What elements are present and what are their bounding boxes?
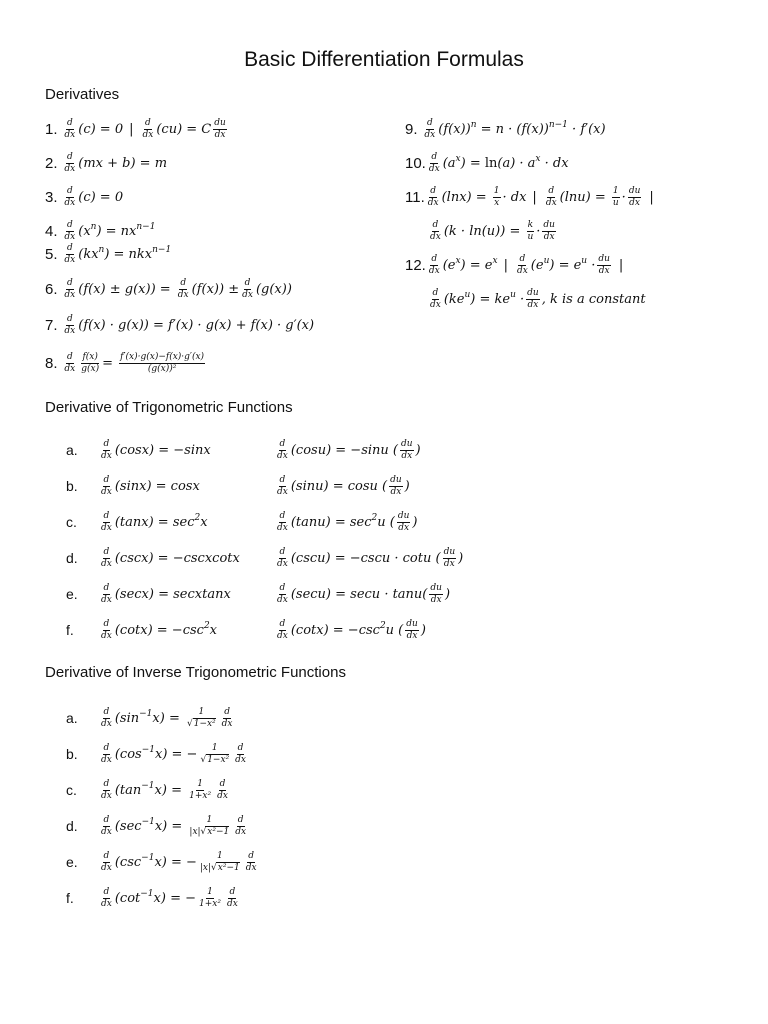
inverse-formula: $\frac{d}{dx}$ $(\sin^{-1}x)$ = $\frac{1}{\text{√1−x²}}$ $\frac{d}{dx}$ [101, 706, 233, 729]
section-heading-inverse-trig: Derivative of Inverse Trigonometric Functions [45, 664, 346, 681]
trig-row-e [66, 576, 463, 612]
row-letter: f. [66, 890, 74, 906]
trig-row-d [66, 540, 463, 576]
trig-formula-u: $\frac{d}{dx}$ (cscu) = −cscu · cotu ( $\frac{du}{dx}$ ) [277, 546, 464, 569]
formula-number: 11. [405, 188, 425, 206]
inverse-formula: $\frac{d}{dx}$ $(\cos^{-1}x)$ = − $\frac{1}{\text{√1−x²}}$ $\frac{d}{dx}$ [101, 742, 246, 765]
inverse-row-a [66, 700, 260, 736]
inverse-row-f [66, 880, 260, 916]
formula-number: 9. [405, 120, 418, 138]
inverse-row-b [66, 736, 260, 772]
trig-row-f [66, 612, 463, 648]
formula-2 [45, 146, 314, 180]
formula-expression: $\frac{d}{dx}$ (k · ln(u)) = $\frac{k}{u}$ · $\frac{du}{dx}$ [430, 219, 555, 242]
formula-9 [405, 112, 660, 146]
formula-11 [405, 180, 660, 214]
formula-3 [45, 180, 314, 214]
trig-formula-u: $\frac{d}{dx}$ (cosu) = −sinu ( $\frac{du}{dx}$ ) [277, 438, 421, 461]
trig-formula-x: $\frac{d}{dx}$ $(\cot x) = -\csc^2x$ [101, 618, 218, 641]
formula-10 [405, 146, 660, 180]
formula-11-continued [405, 214, 660, 248]
formula-expression: $\frac{d}{dx}$ $(a^x) = \ln(a) \cdot a^x$ · dx [428, 151, 569, 174]
page-title: Basic Differentiation Formulas [244, 48, 524, 71]
formula-number: 3. [45, 188, 58, 206]
formula-expression: $\frac{d}{dx}$ $(kx^n) = nkx^{n-1}$ [64, 242, 172, 265]
constant-note: , k is a constant [541, 291, 646, 307]
derivatives-left-column [45, 112, 314, 380]
formula-12 [405, 248, 660, 282]
formula-number: 7. [45, 316, 58, 334]
inverse-row-c [66, 772, 260, 808]
formula-number: 8. [45, 354, 58, 372]
row-letter: e. [66, 854, 78, 870]
row-letter: a. [66, 710, 78, 726]
trig-formula-x: $\frac{d}{dx}$ (cscx) = −cscxcotx [101, 546, 240, 569]
row-letter: d. [66, 818, 78, 834]
formula-expression: $\frac{d}{dx}$ $(e^x) = e^x$ | $\frac{d}{dx}$ $(e^u) = e^u$ · $\frac{du}{dx}$ | [428, 253, 624, 276]
trig-formula-x: $\frac{d}{dx}$ $(\tan x) = \sec^2x$ [101, 510, 208, 533]
trig-formula-x: $\frac{d}{dx}$ (secx) = secxtanx [101, 582, 231, 605]
trig-formula-u: $\frac{d}{dx}$ $(\cot x) = -\csc^2u$ ( $\frac{du}{dx}$ ) [277, 618, 426, 641]
inverse-formula: $\frac{d}{dx}$ $(\sec^{-1}x)$ = $\frac{1}{\text{|x|√x²−1}}$ $\frac{d}{dx}$ [101, 814, 247, 837]
trig-formulas [66, 432, 463, 648]
section-heading-derivatives: Derivatives [45, 86, 120, 103]
formula-1 [45, 112, 314, 146]
formula-expression: $\frac{d}{dx}$ (lnx) = $\frac{1}{x}$ · dx | $\frac{d}{dx}$ (lnu) = $\frac{1}{u}$ · $\frac{du}{dx}$ | [427, 185, 654, 208]
formula-number: 1. [45, 120, 58, 138]
formula-expression: $\frac{d}{dx}$ $(f(x))^n = n \cdot (f(x))^{n-1} \cdot f'(x)$ [424, 117, 606, 140]
inverse-trig-formulas [66, 700, 260, 916]
row-letter: d. [66, 550, 78, 566]
formula-5 [45, 240, 314, 268]
formula-6 [45, 272, 314, 306]
inverse-row-e [66, 844, 260, 880]
row-letter: c. [66, 782, 77, 798]
inverse-row-d [66, 808, 260, 844]
row-letter: f. [66, 622, 74, 638]
formula-expression: $\frac{d}{dx}$ (c) = 0 [64, 185, 124, 208]
derivatives-right-column [405, 112, 660, 316]
formula-expression: $\frac{d}{dx}$ $(x^n) = nx^{n-1}$ [64, 219, 156, 242]
inverse-formula: $\frac{d}{dx}$ $(\csc^{-1}x)$ = − $\frac{1}{\text{|x|√x²−1}}$ $\frac{d}{dx}$ [101, 850, 257, 873]
row-letter: c. [66, 514, 77, 530]
formula-expression: $\frac{d}{dx}$ (f(x) · g(x)) = f′(x) · g(x) + f(x) · g′(x) [64, 313, 315, 336]
row-letter: b. [66, 478, 78, 494]
trig-formula-x: $\frac{d}{dx}$ (sinx) = cosx [101, 474, 200, 497]
formula-number: 4. [45, 222, 58, 240]
trig-row-c [66, 504, 463, 540]
trig-formula-u: $\frac{d}{dx}$ $(\tan u) = \sec^2u$ ( $\frac{du}{dx}$ ) [277, 510, 418, 533]
formula-number: 6. [45, 280, 58, 298]
trig-row-b [66, 468, 463, 504]
trig-formula-u: $\frac{d}{dx}$ (sinu) = cosu ( $\frac{du}{dx}$ ) [277, 474, 410, 497]
row-letter: e. [66, 586, 78, 602]
trig-formula-u: $\frac{d}{dx}$ (secu) = secu · tanu( $\frac{du}{dx}$ ) [277, 582, 451, 605]
section-heading-trig: Derivative of Trigonometric Functions [45, 399, 293, 416]
formula-number: 5. [45, 245, 58, 263]
formula-number: 10. [405, 154, 426, 172]
formula-8 [45, 346, 314, 380]
trig-row-a [66, 432, 463, 468]
formula-expression: $\frac{d}{dx}$ $\frac{f(x)}{g(x)}$ = $\frac{f'(x)\cdot g(x)-f(x)\cdot g'(x)}{\text{(g(x))²}}$ [64, 351, 205, 374]
formula-number: 12. [405, 256, 426, 274]
formula-7 [45, 308, 314, 342]
formula-expression: $\frac{d}{dx}$ (f(x) ± g(x)) = $\frac{d}{dx}$ (f(x)) ± $\frac{d}{dx}$ (g(x)) [64, 277, 292, 300]
formula-expression: $\frac{d}{dx}$ $(ke^u) = ke^u$ · $\frac{du}{dx}$ , k is a constant [430, 287, 646, 310]
row-letter: a. [66, 442, 78, 458]
formula-expression: $\frac{d}{dx}$ (c) = 0 | $\frac{d}{dx}$ (cu) = C $\frac{du}{dx}$ [64, 117, 226, 140]
trig-formula-x: $\frac{d}{dx}$ (cosx) = −sinx [101, 438, 211, 461]
inverse-formula: $\frac{d}{dx}$ $(\cot^{-1}x)$ = − $\frac{1}{\text{1+x²}}$ $\frac{d}{dx}$ [101, 886, 238, 909]
formula-12-continued [405, 282, 660, 316]
formula-expression: $\frac{d}{dx}$ (mx + b) = m [64, 151, 168, 174]
row-letter: b. [66, 746, 78, 762]
formula-number: 2. [45, 154, 58, 172]
inverse-formula: $\frac{d}{dx}$ $(\tan^{-1}x)$ = $\frac{1}{\text{1+x²}}$ $\frac{d}{dx}$ [101, 778, 228, 801]
